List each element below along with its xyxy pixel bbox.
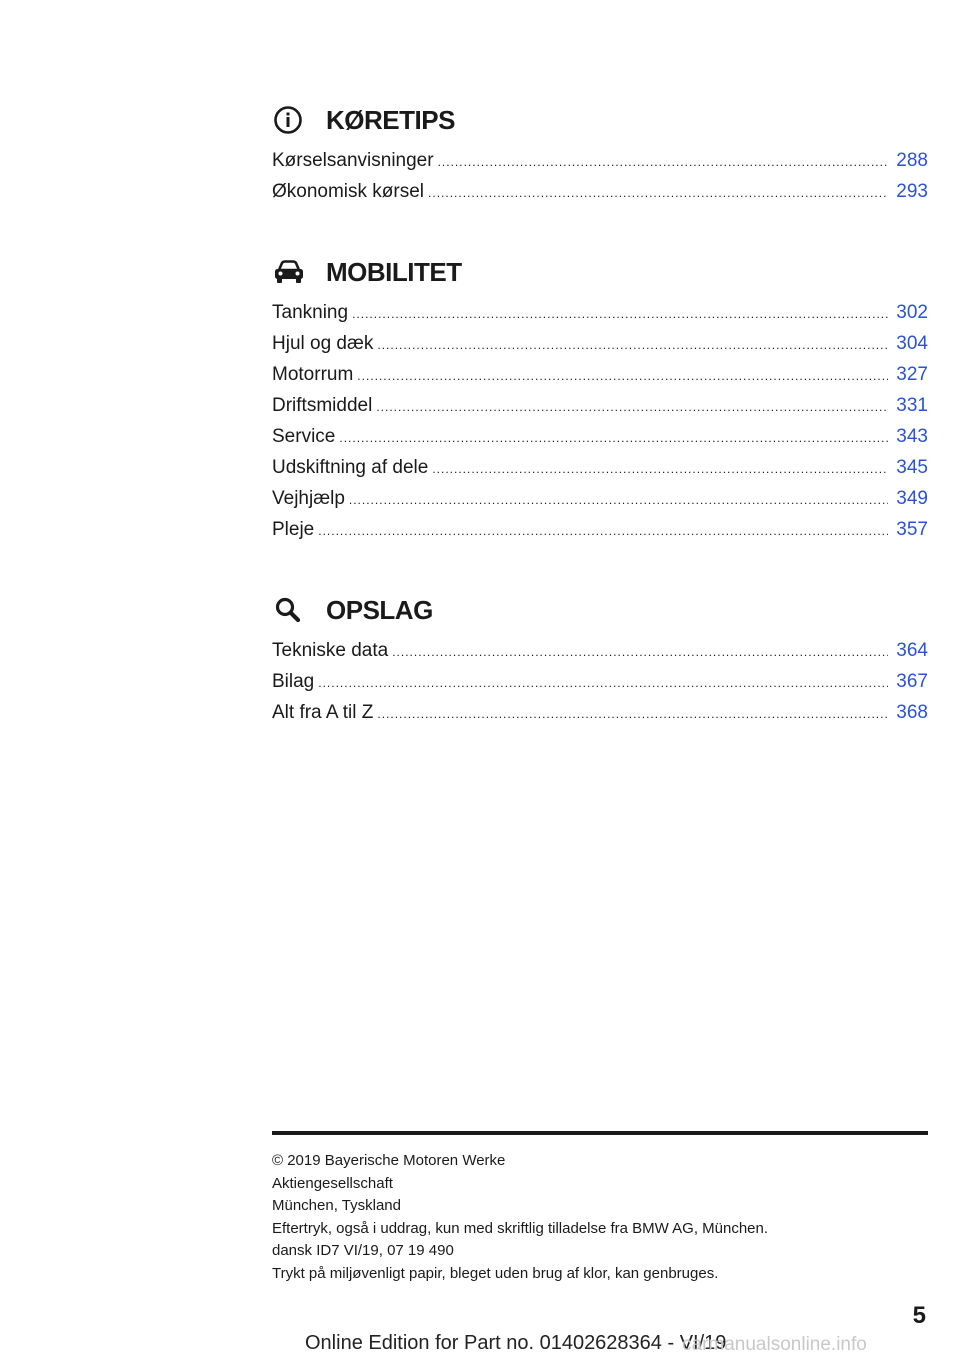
toc-entry-label[interactable]: Tekniske data	[272, 640, 389, 661]
dot-leader	[339, 432, 888, 444]
dot-leader	[318, 525, 888, 537]
toc-entry[interactable]	[272, 181, 928, 212]
toc-entry[interactable]	[272, 364, 928, 395]
toc-page-link[interactable]: 327	[896, 364, 928, 385]
imprint-line: Eftertryk, også i uddrag, kun med skriftlig tilladelse fra BMW AG, München.	[272, 1219, 769, 1237]
watermark: carmanualsonline.info	[682, 1334, 867, 1355]
toc-page-link[interactable]: 367	[896, 671, 928, 692]
imprint-line: München, Tyskland	[272, 1197, 401, 1215]
toc-entry[interactable]	[272, 457, 928, 488]
toc-page-link[interactable]: 368	[896, 702, 928, 723]
dot-leader	[377, 339, 888, 351]
toc-page-link[interactable]: 349	[896, 488, 928, 509]
toc-page-link[interactable]: 288	[896, 150, 928, 171]
dot-leader	[357, 370, 888, 382]
toc-entry-label[interactable]: Alt fra A til Z	[272, 702, 374, 723]
toc-entry-label[interactable]: Driftsmiddel	[272, 395, 373, 416]
page-number: 5	[912, 1302, 926, 1329]
toc-page-link[interactable]: 293	[896, 181, 928, 202]
section-header	[272, 100, 928, 140]
section-opslag	[272, 590, 928, 733]
dot-leader	[318, 677, 888, 689]
toc-page-link[interactable]: 331	[896, 395, 928, 416]
footer-divider	[272, 1131, 928, 1135]
info-icon	[272, 100, 312, 140]
toc-entry[interactable]	[272, 302, 928, 333]
toc-entry[interactable]	[272, 395, 928, 426]
toc-entry-label[interactable]: Vejhjælp	[272, 488, 345, 509]
section-title: MOBILITET	[326, 256, 462, 287]
toc-entry-label[interactable]: Kørselsanvisninger	[272, 150, 434, 171]
dot-leader	[392, 646, 888, 658]
toc-entry-label[interactable]: Hjul og dæk	[272, 333, 374, 354]
toc-entry-label[interactable]: Pleje	[272, 519, 315, 540]
dot-leader	[377, 708, 888, 720]
dot-leader	[428, 187, 888, 199]
section-title: KØRETIPS	[326, 104, 455, 135]
toc-page-link[interactable]: 364	[896, 640, 928, 661]
imprint-line: dansk ID7 VI/19, 07 19 490	[272, 1242, 454, 1260]
toc-entry-label[interactable]: Tankning	[272, 302, 349, 323]
toc-entry-label[interactable]: Udskiftning af dele	[272, 457, 429, 478]
section-header	[272, 590, 928, 630]
toc-page-link[interactable]: 343	[896, 426, 928, 447]
imprint-line: Aktiengesellschaft	[272, 1174, 393, 1192]
toc-entry[interactable]	[272, 519, 928, 550]
toc-entry-label[interactable]: Økonomisk kørsel	[272, 181, 425, 202]
dot-leader	[432, 463, 888, 475]
section-mobilitet	[272, 252, 928, 550]
toc-entry[interactable]	[272, 640, 928, 671]
table-of-contents	[272, 100, 928, 773]
toc-entry-label[interactable]: Motorrum	[272, 364, 354, 385]
toc-entry[interactable]	[272, 333, 928, 364]
dot-leader	[438, 156, 888, 168]
dot-leader	[376, 401, 888, 413]
imprint	[272, 1150, 928, 1286]
toc-page-link[interactable]: 304	[896, 333, 928, 354]
toc-page-link[interactable]: 302	[896, 302, 928, 323]
toc-entry[interactable]	[272, 702, 928, 733]
toc-page-link[interactable]: 357	[896, 519, 928, 540]
dot-leader	[352, 308, 888, 320]
toc-entry[interactable]	[272, 488, 928, 519]
dot-leader	[349, 494, 888, 506]
car-icon	[272, 252, 312, 292]
toc-entry-label[interactable]: Bilag	[272, 671, 315, 692]
toc-page-link[interactable]: 345	[896, 457, 928, 478]
section-title: OPSLAG	[326, 594, 433, 625]
toc-entry[interactable]	[272, 150, 928, 181]
search-icon	[272, 590, 312, 630]
imprint-line: Trykt på miljøvenligt papir, bleget uden brug af klor, kan genbruges.	[272, 1264, 719, 1282]
section-header	[272, 252, 928, 292]
toc-entry[interactable]	[272, 426, 928, 457]
section-koeretips	[272, 100, 928, 212]
edition-note: Online Edition for Part no. 01402628364 - VI/19	[305, 1332, 727, 1354]
imprint-line: © 2019 Bayerische Motoren Werke	[272, 1152, 506, 1169]
toc-entry[interactable]	[272, 671, 928, 702]
toc-entry-label[interactable]: Service	[272, 426, 336, 447]
